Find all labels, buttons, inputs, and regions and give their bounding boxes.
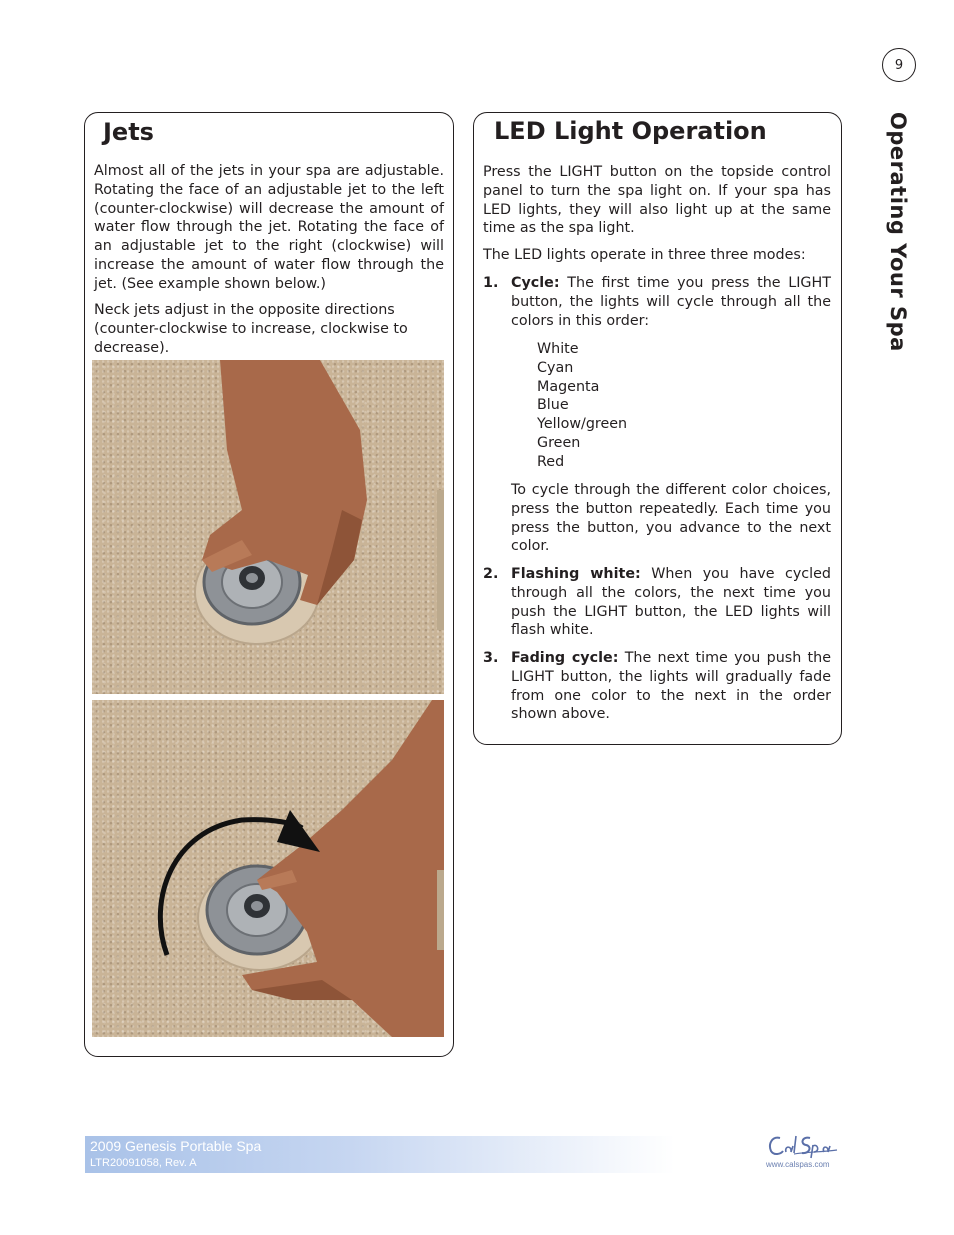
list-item — [483, 565, 831, 640]
list-item: Green — [537, 434, 581, 451]
footer-bar — [85, 1136, 675, 1173]
list-item: Cyan — [537, 359, 574, 376]
list-item-label: Cycle: — [511, 275, 560, 291]
list-item — [483, 649, 831, 724]
list-item: Yellow/green — [537, 416, 628, 433]
led-paragraph-2: The LED lights operate in three three modes: — [483, 247, 806, 263]
list-item: Blue — [537, 397, 569, 414]
list-item-number: 2. — [483, 566, 499, 582]
side-section-title: Operating Your Spa — [886, 112, 910, 352]
list-item-text — [511, 274, 831, 330]
list-item: Magenta — [537, 378, 600, 395]
jet-photo-top — [92, 360, 444, 694]
footer-title: 2009 Genesis Portable Spa — [90, 1138, 262, 1154]
jets-paragraph-1: Almost all of the jets in your spa are adjustable. Rotating the face of an adjustable jet to the left (counter-clockwise) will decrease the amount of water flow through the jet. Rotating the face of an adjustable jet to the right (clockwise) will increase the amount of water flow through the jet. (See example shown below.) — [94, 163, 444, 292]
jet-photo-top-illustration — [92, 360, 444, 694]
list-item-body: When you have cycled through all the colors, the next time you push the LIGHT button, the LED lights will flash white. — [511, 566, 832, 639]
jets-title: Jets — [103, 118, 154, 146]
color-order-list — [537, 340, 627, 472]
jet-photo-bottom — [92, 700, 444, 1037]
list-item-number: 1. — [483, 275, 499, 291]
led-panel — [473, 112, 842, 745]
jets-paragraph-2: Neck jets adjust in the opposite directions (counter-clockwise to increase, clockwise to decrease). — [94, 302, 408, 356]
led-title: LED Light Operation — [494, 117, 767, 145]
calspas-logo — [766, 1132, 838, 1172]
list-item: White — [537, 341, 579, 357]
cycle-tip: To cycle through the different color choices, press the button repeatedly. Each time you press the button, you advance to the next color. — [511, 482, 831, 555]
list-item-text — [511, 565, 831, 640]
list-item — [483, 274, 831, 330]
page-number-text: 9 — [894, 57, 904, 73]
jets-panel — [84, 112, 454, 1057]
led-paragraph-1: Press the LIGHT button on the topside control panel to turn the spa light on. If your spa has LED lights, they will also light up at the same time as the spa light. — [483, 164, 831, 237]
list-item-text — [511, 649, 831, 724]
list-item: Red — [537, 453, 565, 470]
list-item-body: The next time you push the LIGHT button, the lights will gradually fade from one color to the next in the order shown above. — [511, 650, 831, 723]
list-item-label: Fading cycle: — [511, 650, 619, 666]
list-item-number: 3. — [483, 650, 499, 666]
list-item-label: Flashing white: — [511, 566, 641, 582]
page-number — [882, 48, 916, 82]
footer-document-code: LTR20091058, Rev. A — [90, 1157, 197, 1169]
jet-photo-bottom-illustration — [92, 700, 444, 1037]
list-item-body: The first time you press the LIGHT button, the lights will cycle through all the colors in this order: — [511, 275, 831, 329]
footer-url: www.calspas.com — [766, 1160, 830, 1169]
calspas-logo-icon — [766, 1132, 838, 1160]
